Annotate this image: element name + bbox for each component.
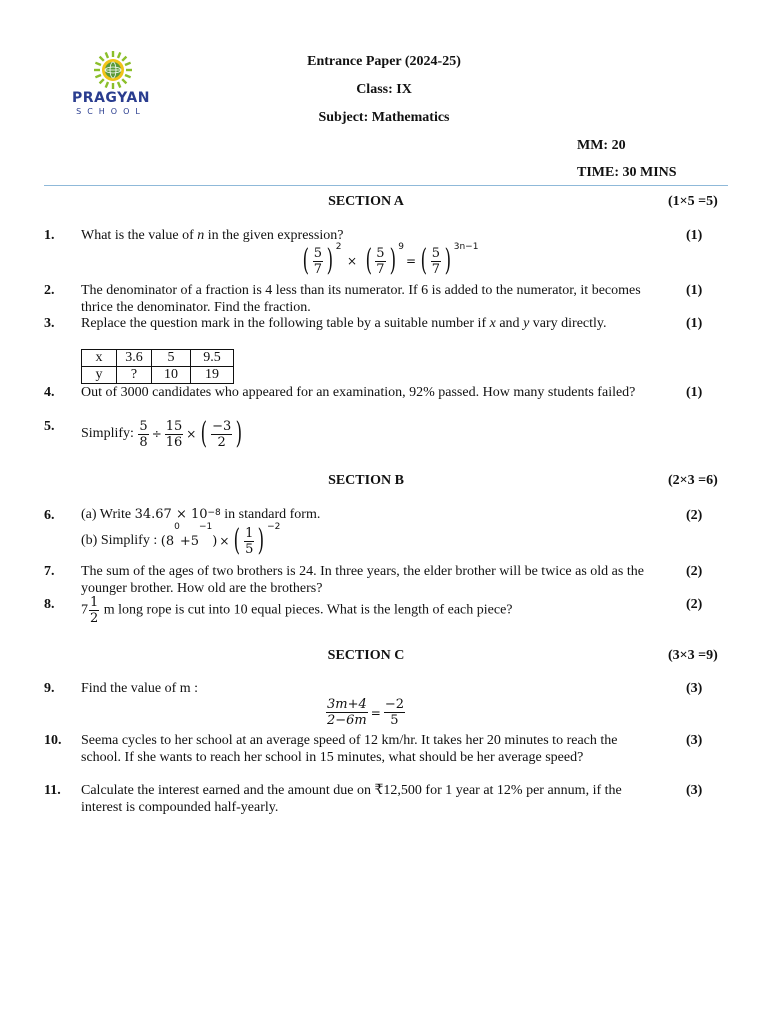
time-allowed: TIME: 30 MINS	[577, 165, 677, 180]
question-6b-expression: (b) Simplify : $(8^0+5^{-1})$ × ( $\frac{1}{5}$ ) $^{-2}$	[81, 522, 281, 558]
school-subtitle: SCHOOL	[76, 107, 146, 116]
table-cell: x	[82, 350, 117, 367]
question-marks: (3)	[686, 783, 703, 798]
question-marks: (1)	[686, 316, 703, 331]
question-marks: (1)	[686, 283, 703, 298]
table-cell: 5	[152, 350, 191, 367]
question-marks: (2)	[686, 597, 703, 612]
question-9-equation: $\frac{3m+4}{2-6m}$ = $\frac{-2}{5}$	[327, 697, 404, 728]
question-9-text: Find the value of m :	[81, 681, 199, 696]
question-number: 1.	[44, 228, 55, 243]
section-a-title: SECTION A	[328, 194, 404, 209]
table-cell: 3.6	[117, 350, 152, 367]
variation-table	[81, 349, 234, 384]
table-cell: 10	[152, 367, 191, 384]
section-b-title: SECTION B	[328, 473, 404, 488]
school-logo	[68, 50, 158, 118]
table-cell: y	[82, 367, 117, 384]
question-number: 11.	[44, 783, 61, 798]
question-number: 6.	[44, 508, 55, 523]
question-2-text: The denominator of a fraction is 4 less than its numerator. If 6 is added to the numerator, it becomes thrice the denominator. Find the fraction.	[81, 283, 641, 315]
section-b-marks: (2×3 =6)	[668, 473, 718, 488]
table-cell: 19	[191, 367, 234, 384]
section-a-marks: (1×5 =5)	[668, 194, 718, 209]
globe-emblem-icon	[68, 50, 158, 90]
question-7-text: The sum of the ages of two brothers is 24. In three years, the elder brother will be twice as old as the younger brother. How old are the brothers?	[81, 564, 644, 596]
school-name: PRAGYAN	[72, 90, 150, 106]
question-8-text: 7 $\frac{1}{2}$ m long rope is cut into 10 equal pieces. What is the length of each piece?	[81, 595, 513, 626]
question-10-text: Seema cycles to her school at an average speed of 12 km/hr. It takes her 20 minutes to reach the school. If she wants to reach her school in 15 minutes, what should be her average speed?	[81, 733, 618, 765]
subject-label: Subject: Mathematics	[318, 110, 450, 125]
table-row	[82, 367, 234, 384]
max-marks: MM: 20	[577, 138, 626, 153]
question-marks: (2)	[686, 508, 703, 523]
table-cell: 9.5	[191, 350, 234, 367]
question-number: 2.	[44, 283, 55, 298]
question-3-text: Replace the question mark in the following table by a suitable number if x and y vary directly.	[81, 316, 607, 331]
section-c-marks: (3×3 =9)	[668, 648, 718, 663]
question-number: 5.	[44, 419, 55, 434]
question-1-expression: ( $\frac{5}{7}$ ) $^2$ × ( $\frac{5}{7}$ ) $^9$= ( $\frac{5}{7}$ ) $^{3n-1}$	[302, 242, 479, 278]
question-4-text: Out of 3000 candidates who appeared for an examination, 92% passed. How many students failed?	[81, 385, 636, 400]
question-number: 4.	[44, 385, 55, 400]
class-label: Class: IX	[356, 82, 412, 97]
question-number: 10.	[44, 733, 62, 748]
question-marks: (1)	[686, 385, 703, 400]
question-number: 8.	[44, 597, 55, 612]
question-marks: (3)	[686, 681, 703, 696]
question-marks: (1)	[686, 228, 703, 243]
question-number: 7.	[44, 564, 55, 579]
question-marks: (3)	[686, 733, 703, 748]
question-number: 3.	[44, 316, 55, 331]
paper-title: Entrance Paper (2024-25)	[307, 54, 461, 69]
question-marks: (2)	[686, 564, 703, 579]
header-divider	[44, 185, 728, 186]
question-11-text: Calculate the interest earned and the amount due on ₹12,500 for 1 year at 12% per annum, if the interest is compounded half-yearly.	[81, 783, 622, 815]
section-c-title: SECTION C	[327, 648, 405, 663]
question-6a-text: (a) Write $34.67 \times 10^{-8}$ in standard form.	[81, 507, 321, 522]
table-row	[82, 350, 234, 367]
question-5-expression: Simplify: $\frac{5}{8}$ ÷ $\frac{15}{16}$ × ( $\frac{-3}{2}$ )	[81, 416, 243, 451]
table-cell: ?	[117, 367, 152, 384]
question-1-text: What is the value of n in the given expression?	[81, 228, 344, 243]
question-number: 9.	[44, 681, 55, 696]
